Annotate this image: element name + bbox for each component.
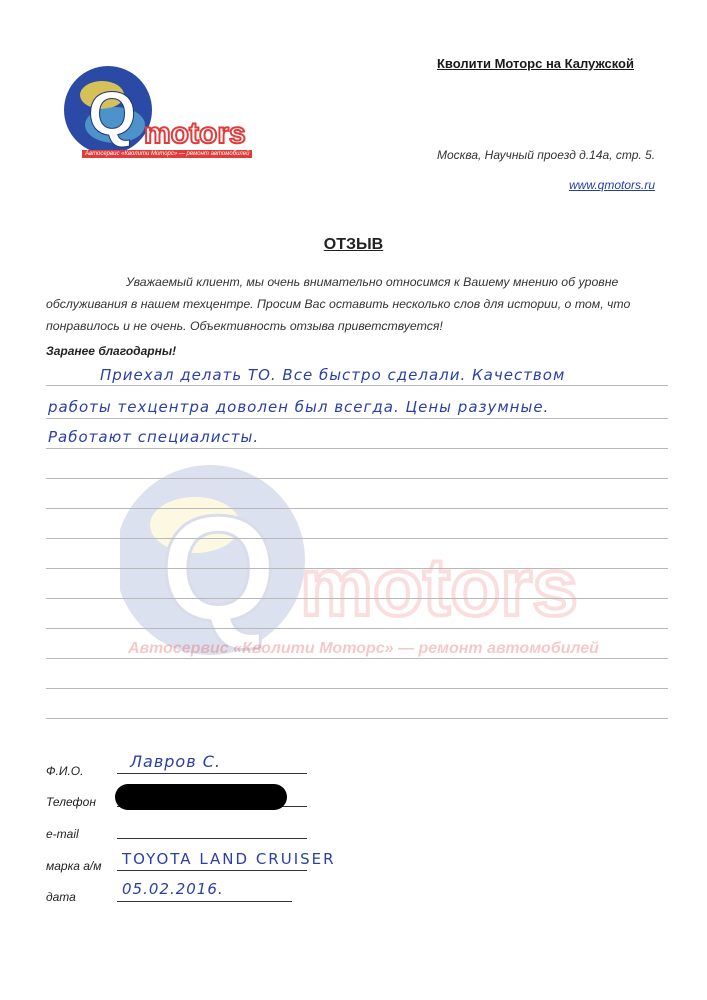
ruled-line [46, 568, 668, 569]
phone-redaction [115, 784, 287, 810]
review-text-line: Приехал делать ТО. Все быстро сделали. Качеством [100, 366, 566, 384]
fio-label: Ф.И.О. [46, 764, 84, 778]
watermark-tagline: Автосервис «Кволити Моторс» — ремонт автомобилей [128, 640, 599, 657]
car-brand-label: марка а/м [46, 859, 102, 873]
ruled-line [46, 688, 668, 689]
form-title: ОТЗЫВ [323, 236, 384, 253]
ruled-line [46, 598, 668, 599]
fio-field[interactable] [117, 773, 307, 774]
review-text-line: Работают специалисты. [48, 428, 260, 446]
ruled-line [46, 418, 668, 419]
company-name: Кволити Моторс на Калужской [437, 56, 634, 71]
email-field[interactable] [117, 838, 307, 839]
car-brand-value: TOYOTA LAND CRUISER [122, 850, 336, 868]
company-address: Москва, Научный проезд д.14а, стр. 5. [437, 148, 656, 162]
company-website-link[interactable]: www.qmotors.ru [569, 178, 656, 192]
ruled-line [46, 508, 668, 509]
phone-label: Телефон [46, 795, 96, 809]
ruled-line [46, 448, 668, 449]
svg-text:Q: Q [88, 80, 137, 149]
ruled-line [46, 718, 668, 719]
svg-text:motors: motors [144, 117, 246, 150]
date-label: дата [46, 890, 76, 904]
fio-value: Лавров С. [130, 752, 221, 771]
ruled-line [46, 538, 668, 539]
ruled-line [46, 658, 668, 659]
review-text-line: работы техцентра доволен был всегда. Цены разумные. [48, 398, 550, 416]
date-field[interactable] [117, 901, 292, 902]
svg-text:Q: Q [160, 484, 277, 652]
form-intro: Уважаемый клиент, мы очень внимательно относимся к Вашему мнению об уровне обслуживания в нашем техцентре. Просим Вас оставить несколько слов для истории, о том, что понравилось и не очень. Объективность отзыва приветствуется! [46, 275, 631, 333]
email-label: e-mail [46, 827, 79, 841]
ruled-line [46, 628, 668, 629]
qmotors-logo [60, 65, 250, 175]
watermark-text: motors [300, 542, 578, 633]
date-value: 05.02.2016. [122, 880, 224, 898]
ruled-line [46, 478, 668, 479]
ruled-line [46, 385, 668, 386]
car-brand-field[interactable] [117, 870, 307, 871]
logo-tagline: Автосервис «Кволити Моторс» — ремонт автомобилей [82, 150, 252, 158]
thanks-text: Заранее благодарны! [46, 344, 177, 358]
